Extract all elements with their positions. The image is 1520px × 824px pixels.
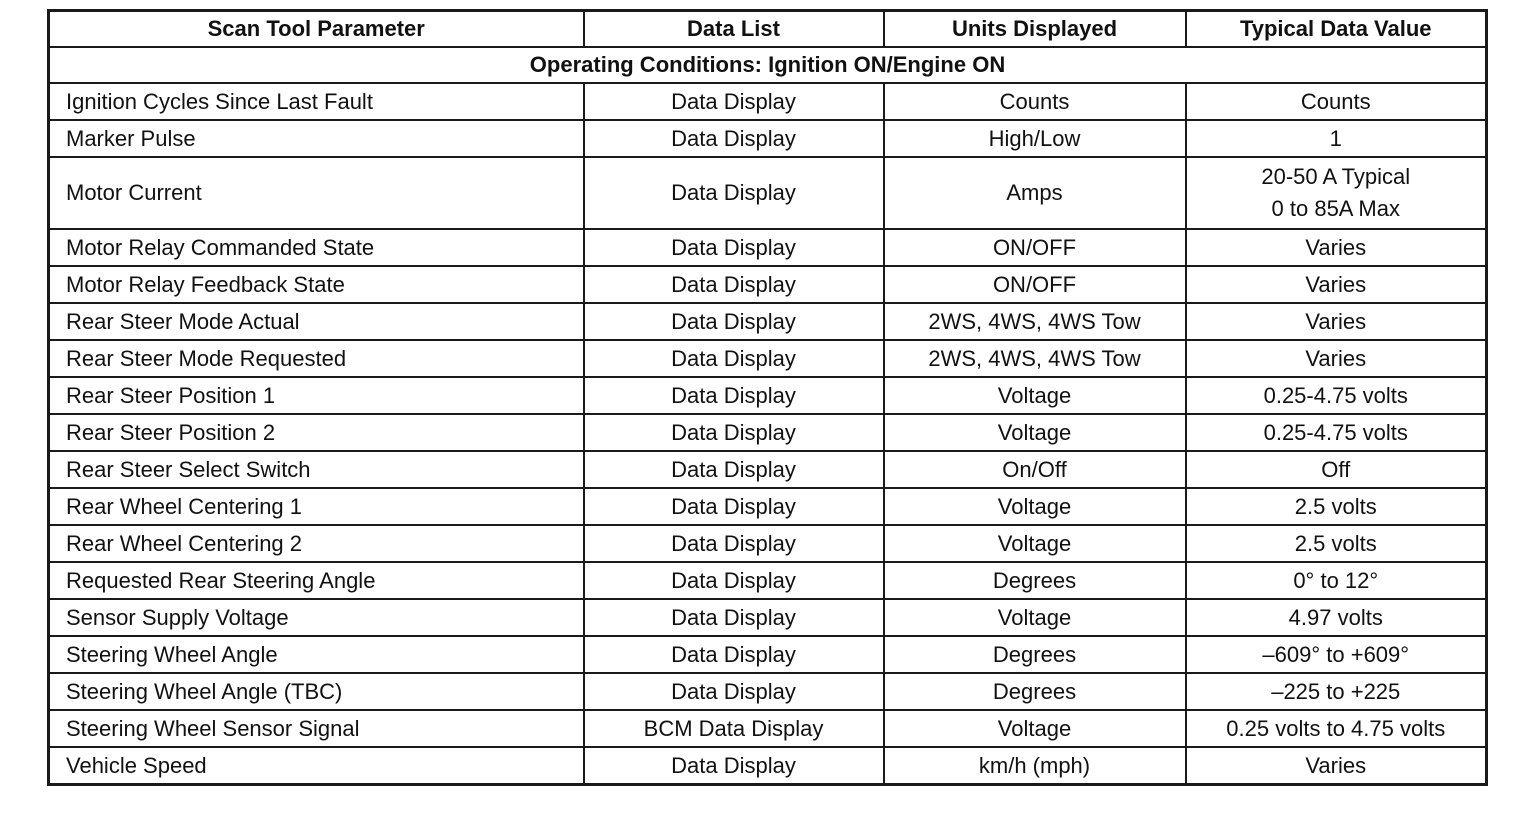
cell-typical-data-value <box>1186 83 1487 120</box>
cell-typical-data-value <box>1186 673 1487 710</box>
cell-scan-tool-parameter: Motor Relay Commanded State <box>49 229 584 266</box>
header-data-list: Data List <box>584 11 884 48</box>
cell-units-displayed: 2WS, 4WS, 4WS Tow <box>884 303 1186 340</box>
cell-scan-tool-parameter: Motor Current <box>49 157 584 229</box>
scan-tool-data-table <box>47 9 1488 786</box>
cell-scan-tool-parameter: Marker Pulse <box>49 120 584 157</box>
cell-data-list: Data Display <box>584 414 884 451</box>
table-row <box>49 599 1487 636</box>
cell-units-displayed: Voltage <box>884 525 1186 562</box>
typical-value-line: Off <box>1321 456 1351 482</box>
cell-scan-tool-parameter: Ignition Cycles Since Last Fault <box>49 83 584 120</box>
table-row <box>49 157 1487 229</box>
typical-value-line: Varies <box>1305 308 1367 334</box>
cell-scan-tool-parameter: Rear Steer Position 2 <box>49 414 584 451</box>
section-row <box>49 47 1487 83</box>
cell-typical-data-value <box>1186 599 1487 636</box>
cell-units-displayed: Voltage <box>884 488 1186 525</box>
table-row <box>49 747 1487 785</box>
cell-data-list: Data Display <box>584 266 884 303</box>
cell-typical-data-value <box>1186 562 1487 599</box>
cell-scan-tool-parameter: Rear Wheel Centering 1 <box>49 488 584 525</box>
cell-typical-data-value <box>1186 451 1487 488</box>
cell-data-list: Data Display <box>584 157 884 229</box>
cell-data-list: Data Display <box>584 120 884 157</box>
table-row <box>49 562 1487 599</box>
table-row <box>49 673 1487 710</box>
cell-units-displayed: High/Low <box>884 120 1186 157</box>
cell-typical-data-value <box>1186 636 1487 673</box>
typical-value-line: 0° to 12° <box>1293 567 1379 593</box>
cell-units-displayed: ON/OFF <box>884 229 1186 266</box>
table-row <box>49 488 1487 525</box>
typical-value-line: –225 to +225 <box>1271 678 1401 704</box>
table-row <box>49 636 1487 673</box>
cell-units-displayed: km/h (mph) <box>884 747 1186 785</box>
cell-units-displayed: On/Off <box>884 451 1186 488</box>
table-row <box>49 710 1487 747</box>
cell-typical-data-value <box>1186 303 1487 340</box>
table-row <box>49 266 1487 303</box>
typical-value-line: Varies <box>1305 234 1367 260</box>
table-row <box>49 525 1487 562</box>
cell-typical-data-value <box>1186 157 1487 229</box>
cell-data-list: Data Display <box>584 377 884 414</box>
cell-scan-tool-parameter: Steering Wheel Angle (TBC) <box>49 673 584 710</box>
cell-units-displayed: 2WS, 4WS, 4WS Tow <box>884 340 1186 377</box>
cell-units-displayed: Voltage <box>884 599 1186 636</box>
cell-typical-data-value <box>1186 747 1487 785</box>
cell-typical-data-value <box>1186 488 1487 525</box>
typical-value-line: Varies <box>1305 271 1367 297</box>
cell-typical-data-value <box>1186 377 1487 414</box>
header-typical-data-value: Typical Data Value <box>1186 11 1487 48</box>
cell-scan-tool-parameter: Requested Rear Steering Angle <box>49 562 584 599</box>
cell-data-list: Data Display <box>584 525 884 562</box>
cell-scan-tool-parameter: Rear Steer Mode Requested <box>49 340 584 377</box>
cell-units-displayed: Voltage <box>884 414 1186 451</box>
cell-units-displayed: Degrees <box>884 636 1186 673</box>
cell-data-list: Data Display <box>584 488 884 525</box>
cell-scan-tool-parameter: Rear Steer Mode Actual <box>49 303 584 340</box>
typical-value-line: Counts <box>1300 88 1371 114</box>
cell-scan-tool-parameter: Vehicle Speed <box>49 747 584 785</box>
table-row <box>49 83 1487 120</box>
typical-value-line: 20-50 A Typical <box>1261 164 1411 190</box>
cell-data-list: Data Display <box>584 673 884 710</box>
header-units-displayed: Units Displayed <box>884 11 1186 48</box>
typical-value-line: 4.97 volts <box>1288 604 1383 630</box>
cell-units-displayed: Voltage <box>884 710 1186 747</box>
table-row <box>49 377 1487 414</box>
typical-value-line: 0 to 85A Max <box>1271 196 1400 221</box>
cell-typical-data-value <box>1186 525 1487 562</box>
cell-typical-data-value <box>1186 229 1487 266</box>
cell-data-list: Data Display <box>584 562 884 599</box>
cell-data-list: Data Display <box>584 636 884 673</box>
cell-scan-tool-parameter: Rear Steer Position 1 <box>49 377 584 414</box>
cell-data-list: BCM Data Display <box>584 710 884 747</box>
typical-value-line: 1 <box>1329 125 1342 151</box>
table-row <box>49 414 1487 451</box>
cell-units-displayed: Degrees <box>884 673 1186 710</box>
cell-data-list: Data Display <box>584 747 884 785</box>
cell-data-list: Data Display <box>584 340 884 377</box>
cell-typical-data-value <box>1186 266 1487 303</box>
cell-scan-tool-parameter: Motor Relay Feedback State <box>49 266 584 303</box>
cell-data-list: Data Display <box>584 83 884 120</box>
typical-value-line: 2.5 volts <box>1294 530 1377 556</box>
cell-units-displayed: Amps <box>884 157 1186 229</box>
cell-units-displayed: Counts <box>884 83 1186 120</box>
typical-value-line: 2.5 volts <box>1294 493 1377 519</box>
typical-value-line: 0.25 volts to 4.75 volts <box>1226 715 1446 741</box>
header-scan-tool-parameter: Scan Tool Parameter <box>49 11 584 48</box>
cell-scan-tool-parameter: Sensor Supply Voltage <box>49 599 584 636</box>
typical-value-line: –609° to +609° <box>1262 641 1410 667</box>
typical-value-line: Varies <box>1305 752 1367 778</box>
cell-typical-data-value <box>1186 340 1487 377</box>
cell-data-list: Data Display <box>584 303 884 340</box>
cell-typical-data-value <box>1186 710 1487 747</box>
section-title: Operating Conditions: Ignition ON/Engine ON <box>49 47 1487 83</box>
cell-scan-tool-parameter: Rear Steer Select Switch <box>49 451 584 488</box>
cell-typical-data-value <box>1186 120 1487 157</box>
cell-units-displayed: ON/OFF <box>884 266 1186 303</box>
cell-units-displayed: Voltage <box>884 377 1186 414</box>
cell-typical-data-value <box>1186 414 1487 451</box>
table-row <box>49 451 1487 488</box>
typical-value-line: 0.25-4.75 volts <box>1263 382 1408 408</box>
table-row <box>49 120 1487 157</box>
table-row <box>49 340 1487 377</box>
table-header-row <box>49 11 1487 48</box>
typical-value-line: 0.25-4.75 volts <box>1263 419 1408 445</box>
cell-data-list: Data Display <box>584 229 884 266</box>
cell-scan-tool-parameter: Rear Wheel Centering 2 <box>49 525 584 562</box>
cell-scan-tool-parameter: Steering Wheel Angle <box>49 636 584 673</box>
cell-data-list: Data Display <box>584 451 884 488</box>
typical-value-line: Varies <box>1305 345 1367 371</box>
cell-data-list: Data Display <box>584 599 884 636</box>
table-row <box>49 303 1487 340</box>
table-row <box>49 229 1487 266</box>
cell-scan-tool-parameter: Steering Wheel Sensor Signal <box>49 710 584 747</box>
cell-units-displayed: Degrees <box>884 562 1186 599</box>
